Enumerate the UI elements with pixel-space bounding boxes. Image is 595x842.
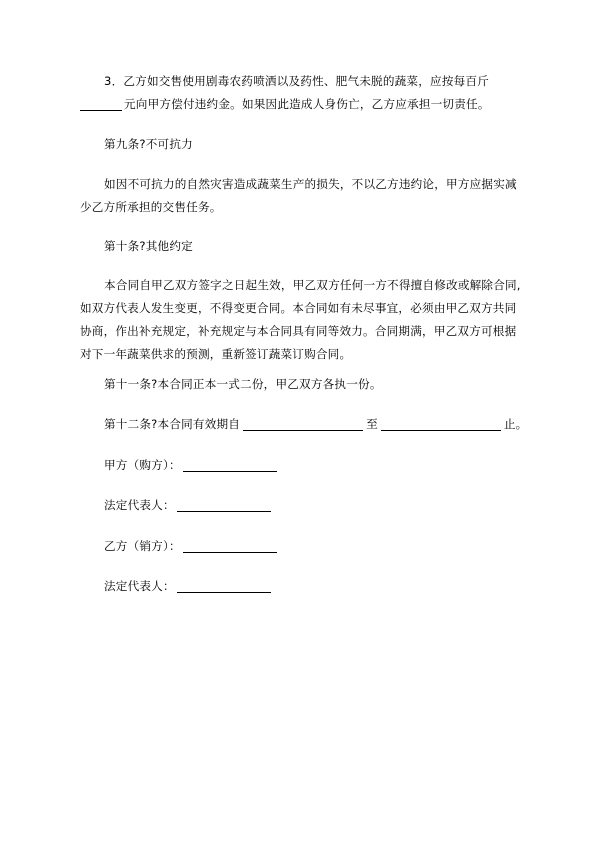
article-10-heading-text: 第十条?其他约定 [104,239,193,253]
party-a-label: 甲方（购方）： [104,458,181,472]
signature-rep-b [80,575,532,598]
article-11 [80,373,532,396]
party-b-label: 乙方（销方）： [104,539,181,553]
article-10-body [80,274,532,366]
article-10-line-3: 协商，作出补充规定，补充规定与本合同具有同等效力。合同期满，甲乙双方可根据 [80,324,517,338]
article-9-line-2: 少乙方所承担的交售任务。 [80,200,222,214]
signature-rep-a-line [80,494,532,517]
article-9-heading-text: 第九条?不可抗力 [104,137,193,151]
article-9-body [80,173,532,219]
article-12 [80,413,532,436]
end-date-blank [381,417,501,431]
signature-party-b-line [80,535,532,558]
rep-a-blank [177,498,271,512]
party-b-blank [183,539,277,553]
clause-3-line-2 [80,93,532,116]
signature-party-a [80,454,532,477]
clause-3-line-2-text: 元向甲方偿付违约金。如果因此造成人身伤亡，乙方应承担一切责任。 [124,97,490,111]
start-date-blank [243,417,363,431]
article-10-line-2: 如双方代表人发生变更，不得变更合同。本合同如有未尽事宜，必须由甲乙双方共同 [80,301,517,315]
rep-a-label: 法定代表人： [104,498,175,512]
signature-party-b [80,535,532,558]
rep-b-label: 法定代表人： [104,579,175,593]
article-10-line-4: 对下一年蔬菜供求的预测，重新签订蔬菜订购合同。 [80,347,352,361]
clause-3 [80,70,532,116]
clause-3-line-1: 3．乙方如交售使用剧毒农药喷洒以及药性、肥气未脱的蔬菜，应按每百斤 [104,74,489,88]
article-12-suffix: 止。 [503,417,528,431]
party-a-blank [183,458,277,472]
article-12-middle: 至 [366,417,378,431]
signature-rep-b-line [80,575,532,598]
article-10-heading [80,235,532,258]
signature-rep-a [80,494,532,517]
article-12-prefix: 第十二条?本合同有效期自 [104,417,241,431]
article-10-line-1: 本合同自甲乙双方签字之日起生效，甲乙双方任何一方不得擅自修改或解除合同, [104,278,521,292]
article-12-line [80,413,532,436]
article-11-text: 第十一条?本合同正本一式二份，甲乙双方各执一份。 [104,377,382,391]
article-9-line-1: 如因不可抗力的自然灾害造成蔬菜生产的损失，不以乙方违约论，甲方应据实减 [104,177,517,191]
signature-party-a-line [80,454,532,477]
rep-b-blank [177,579,271,593]
article-9-heading [80,133,532,156]
penalty-amount-blank [80,97,122,111]
